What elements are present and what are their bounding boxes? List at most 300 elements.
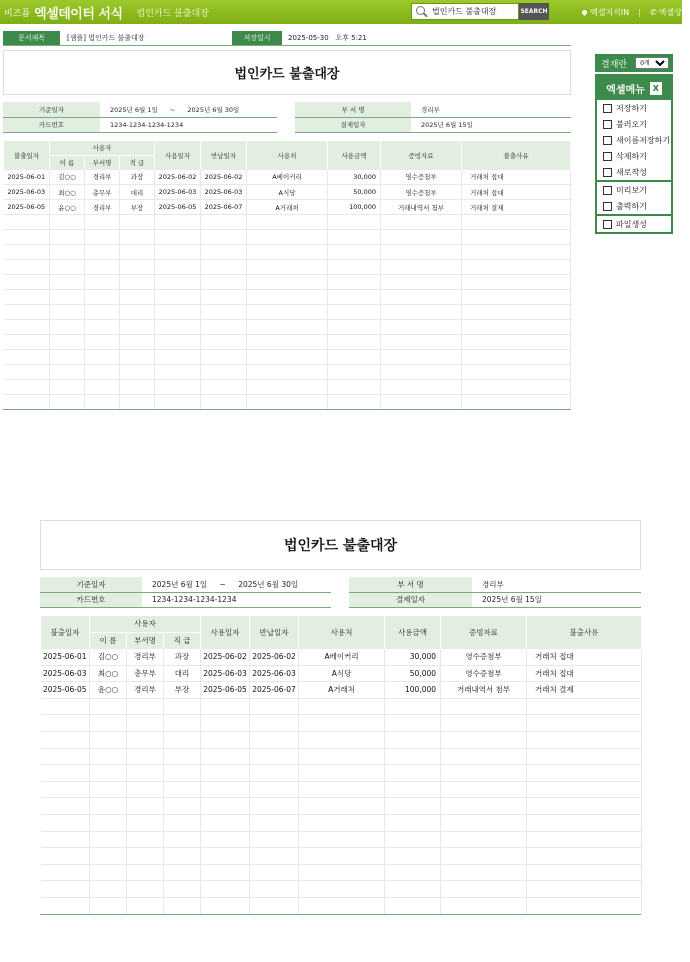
- table-row-empty[interactable]: [41, 715, 642, 732]
- table-row-empty[interactable]: [4, 395, 571, 410]
- table-cell-empty[interactable]: [385, 781, 441, 798]
- table-cell-empty[interactable]: [41, 897, 90, 914]
- table-cell-empty[interactable]: [4, 215, 50, 230]
- table-cell[interactable]: 김○○: [50, 170, 85, 185]
- table-cell[interactable]: 2025-06-02: [201, 170, 247, 185]
- table-cell-empty[interactable]: [155, 275, 201, 290]
- table-cell-empty[interactable]: [299, 897, 385, 914]
- table-cell-empty[interactable]: [85, 365, 120, 380]
- table-cell-empty[interactable]: [250, 781, 299, 798]
- table-cell-empty[interactable]: [299, 814, 385, 831]
- table-cell-empty[interactable]: [381, 275, 462, 290]
- table-cell-empty[interactable]: [385, 731, 441, 748]
- table-cell-empty[interactable]: [441, 715, 527, 732]
- table-cell-empty[interactable]: [381, 215, 462, 230]
- table-cell-empty[interactable]: [328, 245, 381, 260]
- table-cell[interactable]: 대리: [120, 185, 155, 200]
- table-cell-empty[interactable]: [41, 715, 90, 732]
- table-cell-empty[interactable]: [381, 380, 462, 395]
- table-cell-empty[interactable]: [164, 864, 201, 881]
- table-cell-empty[interactable]: [250, 864, 299, 881]
- table-cell-empty[interactable]: [120, 260, 155, 275]
- table-cell-empty[interactable]: [90, 748, 127, 765]
- table-cell-empty[interactable]: [381, 335, 462, 350]
- table-cell-empty[interactable]: [120, 380, 155, 395]
- table-cell-empty[interactable]: [41, 698, 90, 715]
- table-cell-empty[interactable]: [50, 230, 85, 245]
- table-cell[interactable]: 대리: [164, 665, 201, 682]
- table-cell-empty[interactable]: [120, 365, 155, 380]
- table-cell-empty[interactable]: [247, 290, 328, 305]
- table-cell-empty[interactable]: [127, 864, 164, 881]
- table-cell-empty[interactable]: [120, 335, 155, 350]
- table-cell-empty[interactable]: [201, 245, 247, 260]
- table-cell-empty[interactable]: [441, 848, 527, 865]
- table-cell-empty[interactable]: [85, 395, 120, 410]
- table-cell[interactable]: 과장: [120, 170, 155, 185]
- table-cell-empty[interactable]: [4, 245, 50, 260]
- table-cell[interactable]: 최○○: [90, 665, 127, 682]
- table-cell-empty[interactable]: [250, 814, 299, 831]
- table-cell-empty[interactable]: [50, 395, 85, 410]
- table-row-empty[interactable]: [41, 698, 642, 715]
- excel-knowledge-link[interactable]: 엑셀지식IN: [590, 7, 630, 17]
- table-cell-empty[interactable]: [50, 335, 85, 350]
- table-cell-empty[interactable]: [328, 215, 381, 230]
- table-cell[interactable]: 영수증첨부: [441, 649, 527, 666]
- table-cell-empty[interactable]: [90, 848, 127, 865]
- new-button[interactable]: [597, 164, 671, 180]
- table-cell-empty[interactable]: [41, 814, 90, 831]
- table-cell-empty[interactable]: [250, 765, 299, 782]
- table-cell-empty[interactable]: [85, 335, 120, 350]
- table-cell-empty[interactable]: [385, 765, 441, 782]
- table-cell-empty[interactable]: [247, 395, 328, 410]
- table-cell-empty[interactable]: [85, 230, 120, 245]
- table-cell-empty[interactable]: [41, 765, 90, 782]
- table-cell-empty[interactable]: [90, 864, 127, 881]
- table-cell[interactable]: 2025-06-05: [201, 682, 250, 699]
- table-cell-empty[interactable]: [155, 380, 201, 395]
- table-cell[interactable]: 부장: [164, 682, 201, 699]
- excel-consult-link[interactable]: 엑셀상담: [658, 7, 690, 17]
- table-cell[interactable]: 2025-06-07: [250, 682, 299, 699]
- table-cell-empty[interactable]: [462, 365, 571, 380]
- table-cell-empty[interactable]: [299, 781, 385, 798]
- table-row-empty[interactable]: [41, 864, 642, 881]
- table-cell[interactable]: 거래처 접대: [527, 665, 642, 682]
- table-cell-empty[interactable]: [120, 290, 155, 305]
- table-cell[interactable]: 2025-06-03: [201, 665, 250, 682]
- table-cell-empty[interactable]: [4, 395, 50, 410]
- table-cell-empty[interactable]: [328, 260, 381, 275]
- table-cell-empty[interactable]: [328, 275, 381, 290]
- table-cell-empty[interactable]: [164, 781, 201, 798]
- table-row[interactable]: [41, 649, 642, 666]
- table-cell-empty[interactable]: [247, 305, 328, 320]
- table-cell-empty[interactable]: [441, 864, 527, 881]
- load-button[interactable]: [597, 116, 671, 132]
- table-cell-empty[interactable]: [90, 765, 127, 782]
- table-cell-empty[interactable]: [247, 335, 328, 350]
- table-cell[interactable]: 거래내역서 첨부: [381, 200, 462, 215]
- table-cell-empty[interactable]: [441, 814, 527, 831]
- table-cell-empty[interactable]: [50, 245, 85, 260]
- table-row-empty[interactable]: [4, 275, 571, 290]
- table-row-empty[interactable]: [4, 335, 571, 350]
- table-cell-empty[interactable]: [120, 350, 155, 365]
- table-cell-empty[interactable]: [441, 798, 527, 815]
- table-cell[interactable]: 경리부: [127, 649, 164, 666]
- table-cell-empty[interactable]: [201, 350, 247, 365]
- table-cell-empty[interactable]: [385, 698, 441, 715]
- table-cell-empty[interactable]: [527, 731, 642, 748]
- table-cell-empty[interactable]: [250, 798, 299, 815]
- table-cell-empty[interactable]: [441, 731, 527, 748]
- table-cell[interactable]: 거래처 접대: [462, 170, 571, 185]
- table-cell-empty[interactable]: [4, 320, 50, 335]
- table-cell-empty[interactable]: [250, 848, 299, 865]
- table-cell[interactable]: 거래처 결제: [527, 682, 642, 699]
- table-cell-empty[interactable]: [462, 335, 571, 350]
- table-cell-empty[interactable]: [462, 260, 571, 275]
- table-cell-empty[interactable]: [328, 320, 381, 335]
- preview-button[interactable]: [597, 182, 671, 198]
- table-cell-empty[interactable]: [4, 230, 50, 245]
- table-cell-empty[interactable]: [127, 765, 164, 782]
- table-row-empty[interactable]: [41, 814, 642, 831]
- table-cell-empty[interactable]: [462, 305, 571, 320]
- table-cell-empty[interactable]: [462, 380, 571, 395]
- table-cell-empty[interactable]: [299, 881, 385, 898]
- table-cell-empty[interactable]: [385, 897, 441, 914]
- search-input[interactable]: [432, 7, 518, 16]
- table-row-empty[interactable]: [4, 230, 571, 245]
- table-cell-empty[interactable]: [127, 881, 164, 898]
- table-cell-empty[interactable]: [85, 215, 120, 230]
- table-cell-empty[interactable]: [385, 881, 441, 898]
- table-cell-empty[interactable]: [155, 335, 201, 350]
- table-cell-empty[interactable]: [50, 320, 85, 335]
- table-row-empty[interactable]: [41, 798, 642, 815]
- table-cell-empty[interactable]: [247, 350, 328, 365]
- table-cell-empty[interactable]: [155, 350, 201, 365]
- table-cell-empty[interactable]: [201, 814, 250, 831]
- table-cell-empty[interactable]: [155, 395, 201, 410]
- table-cell-empty[interactable]: [155, 290, 201, 305]
- table-cell-empty[interactable]: [250, 731, 299, 748]
- table-cell-empty[interactable]: [385, 864, 441, 881]
- table-cell-empty[interactable]: [328, 335, 381, 350]
- table-cell-empty[interactable]: [250, 698, 299, 715]
- table-cell-empty[interactable]: [4, 290, 50, 305]
- table-cell-empty[interactable]: [201, 305, 247, 320]
- table-cell-empty[interactable]: [299, 798, 385, 815]
- table-cell-empty[interactable]: [462, 275, 571, 290]
- table-cell-empty[interactable]: [127, 748, 164, 765]
- table-cell-empty[interactable]: [120, 320, 155, 335]
- table-cell[interactable]: 거래처 접대: [462, 185, 571, 200]
- table-cell-empty[interactable]: [41, 798, 90, 815]
- table-cell-empty[interactable]: [328, 305, 381, 320]
- table-cell[interactable]: 2025-06-05: [155, 200, 201, 215]
- table-row-empty[interactable]: [41, 748, 642, 765]
- table-row-empty[interactable]: [41, 765, 642, 782]
- table-row[interactable]: [4, 185, 571, 200]
- table-cell-empty[interactable]: [50, 215, 85, 230]
- table-cell-empty[interactable]: [164, 881, 201, 898]
- table-cell-empty[interactable]: [201, 275, 247, 290]
- table-cell-empty[interactable]: [120, 215, 155, 230]
- table-cell-empty[interactable]: [201, 765, 250, 782]
- table-cell-empty[interactable]: [41, 864, 90, 881]
- table-cell-empty[interactable]: [4, 335, 50, 350]
- table-cell-empty[interactable]: [127, 831, 164, 848]
- table-cell[interactable]: 윤○○: [90, 682, 127, 699]
- table-row-empty[interactable]: [41, 897, 642, 914]
- table-cell-empty[interactable]: [299, 765, 385, 782]
- table-cell[interactable]: 2025-06-02: [201, 649, 250, 666]
- table-cell-empty[interactable]: [127, 814, 164, 831]
- table-row-empty[interactable]: [4, 380, 571, 395]
- table-cell-empty[interactable]: [462, 290, 571, 305]
- table-cell[interactable]: 거래처 결제: [462, 200, 571, 215]
- table-cell-empty[interactable]: [250, 715, 299, 732]
- table-cell[interactable]: A거래처: [299, 682, 385, 699]
- table-cell-empty[interactable]: [441, 881, 527, 898]
- table-cell[interactable]: 거래내역서 첨부: [441, 682, 527, 699]
- table-cell-empty[interactable]: [247, 320, 328, 335]
- table-cell-empty[interactable]: [127, 781, 164, 798]
- table-cell-empty[interactable]: [527, 814, 642, 831]
- table-cell-empty[interactable]: [462, 245, 571, 260]
- table-cell-empty[interactable]: [201, 848, 250, 865]
- table-cell-empty[interactable]: [85, 380, 120, 395]
- table-cell-empty[interactable]: [381, 365, 462, 380]
- table-cell-empty[interactable]: [527, 781, 642, 798]
- table-cell-empty[interactable]: [90, 831, 127, 848]
- table-cell-empty[interactable]: [127, 897, 164, 914]
- table-cell-empty[interactable]: [164, 798, 201, 815]
- table-cell-empty[interactable]: [385, 831, 441, 848]
- table-cell-empty[interactable]: [90, 814, 127, 831]
- table-cell-empty[interactable]: [462, 320, 571, 335]
- table-cell-empty[interactable]: [50, 365, 85, 380]
- table-cell[interactable]: 2025-06-07: [201, 200, 247, 215]
- table-cell-empty[interactable]: [155, 230, 201, 245]
- table-cell-empty[interactable]: [120, 395, 155, 410]
- table-row[interactable]: [41, 682, 642, 699]
- save-as-button[interactable]: [597, 132, 671, 148]
- table-cell[interactable]: 2025-06-02: [250, 649, 299, 666]
- table-cell-empty[interactable]: [247, 215, 328, 230]
- table-cell-empty[interactable]: [4, 260, 50, 275]
- table-cell[interactable]: 영수증첨부: [441, 665, 527, 682]
- table-cell-empty[interactable]: [381, 350, 462, 365]
- table-cell-empty[interactable]: [201, 864, 250, 881]
- table-cell-empty[interactable]: [527, 864, 642, 881]
- table-cell-empty[interactable]: [385, 798, 441, 815]
- table-cell[interactable]: 총무부: [127, 665, 164, 682]
- table-cell-empty[interactable]: [385, 748, 441, 765]
- table-cell-empty[interactable]: [462, 215, 571, 230]
- table-cell-empty[interactable]: [527, 848, 642, 865]
- table-cell[interactable]: 30,000: [328, 170, 381, 185]
- approval-select[interactable]: [635, 57, 669, 69]
- table-cell-empty[interactable]: [381, 260, 462, 275]
- table-cell-empty[interactable]: [328, 290, 381, 305]
- table-cell-empty[interactable]: [85, 290, 120, 305]
- table-cell-empty[interactable]: [201, 260, 247, 275]
- table-cell-empty[interactable]: [127, 731, 164, 748]
- delete-button[interactable]: [597, 148, 671, 164]
- table-row-empty[interactable]: [4, 350, 571, 365]
- table-cell-empty[interactable]: [247, 245, 328, 260]
- table-cell-empty[interactable]: [462, 230, 571, 245]
- table-cell-empty[interactable]: [201, 715, 250, 732]
- table-cell-empty[interactable]: [381, 305, 462, 320]
- table-cell-empty[interactable]: [250, 831, 299, 848]
- table-cell-empty[interactable]: [381, 290, 462, 305]
- table-cell-empty[interactable]: [120, 275, 155, 290]
- table-cell-empty[interactable]: [120, 230, 155, 245]
- table-cell-empty[interactable]: [381, 230, 462, 245]
- table-cell-empty[interactable]: [201, 748, 250, 765]
- table-cell-empty[interactable]: [299, 831, 385, 848]
- table-cell[interactable]: 2025-06-03: [4, 185, 50, 200]
- table-cell-empty[interactable]: [155, 215, 201, 230]
- table-cell-empty[interactable]: [328, 230, 381, 245]
- table-cell[interactable]: 2025-06-05: [41, 682, 90, 699]
- table-cell[interactable]: A베이커리: [299, 649, 385, 666]
- table-cell[interactable]: A식당: [299, 665, 385, 682]
- save-button[interactable]: [597, 100, 671, 116]
- table-cell-empty[interactable]: [250, 748, 299, 765]
- table-cell[interactable]: A베이커리: [247, 170, 328, 185]
- table-cell-empty[interactable]: [462, 350, 571, 365]
- table-cell-empty[interactable]: [299, 715, 385, 732]
- table-cell-empty[interactable]: [441, 698, 527, 715]
- table-cell-empty[interactable]: [247, 365, 328, 380]
- table-cell-empty[interactable]: [41, 748, 90, 765]
- table-cell-empty[interactable]: [527, 698, 642, 715]
- table-cell-empty[interactable]: [4, 275, 50, 290]
- table-cell-empty[interactable]: [164, 698, 201, 715]
- table-cell-empty[interactable]: [201, 395, 247, 410]
- table-cell-empty[interactable]: [381, 245, 462, 260]
- search-button[interactable]: SEARCH: [519, 3, 549, 20]
- table-cell-empty[interactable]: [120, 305, 155, 320]
- table-cell-empty[interactable]: [441, 831, 527, 848]
- table-cell-empty[interactable]: [527, 831, 642, 848]
- table-cell[interactable]: 2025-06-03: [41, 665, 90, 682]
- table-cell-empty[interactable]: [328, 380, 381, 395]
- table-cell-empty[interactable]: [247, 260, 328, 275]
- table-cell-empty[interactable]: [85, 320, 120, 335]
- table-cell-empty[interactable]: [50, 290, 85, 305]
- table-cell-empty[interactable]: [85, 275, 120, 290]
- table-cell[interactable]: 경리부: [127, 682, 164, 699]
- table-cell-empty[interactable]: [155, 365, 201, 380]
- table-cell-empty[interactable]: [41, 781, 90, 798]
- table-cell-empty[interactable]: [50, 380, 85, 395]
- table-cell[interactable]: 과장: [164, 649, 201, 666]
- table-cell-empty[interactable]: [441, 897, 527, 914]
- table-cell-empty[interactable]: [90, 731, 127, 748]
- table-cell-empty[interactable]: [4, 365, 50, 380]
- table-cell-empty[interactable]: [155, 305, 201, 320]
- table-cell-empty[interactable]: [328, 365, 381, 380]
- table-cell-empty[interactable]: [50, 305, 85, 320]
- table-cell-empty[interactable]: [127, 715, 164, 732]
- table-cell-empty[interactable]: [247, 275, 328, 290]
- table-cell[interactable]: 최○○: [50, 185, 85, 200]
- table-cell-empty[interactable]: [164, 748, 201, 765]
- table-cell-empty[interactable]: [120, 245, 155, 260]
- table-cell-empty[interactable]: [127, 848, 164, 865]
- table-cell-empty[interactable]: [328, 395, 381, 410]
- table-cell-empty[interactable]: [41, 848, 90, 865]
- table-cell-empty[interactable]: [247, 380, 328, 395]
- brand-title[interactable]: 엑셀데이터 서식: [34, 6, 123, 22]
- table-cell-empty[interactable]: [201, 365, 247, 380]
- table-cell-empty[interactable]: [441, 765, 527, 782]
- table-cell[interactable]: A거래처: [247, 200, 328, 215]
- table-row-empty[interactable]: [41, 831, 642, 848]
- table-cell-empty[interactable]: [4, 305, 50, 320]
- table-cell-empty[interactable]: [250, 897, 299, 914]
- table-row-empty[interactable]: [4, 215, 571, 230]
- table-cell-empty[interactable]: [85, 350, 120, 365]
- table-cell-empty[interactable]: [164, 731, 201, 748]
- table-cell[interactable]: 거래처 접대: [527, 649, 642, 666]
- table-cell-empty[interactable]: [201, 831, 250, 848]
- table-cell[interactable]: 김○○: [90, 649, 127, 666]
- table-cell[interactable]: 경리부: [85, 170, 120, 185]
- table-cell-empty[interactable]: [527, 897, 642, 914]
- table-cell-empty[interactable]: [201, 881, 250, 898]
- table-cell-empty[interactable]: [164, 831, 201, 848]
- table-cell[interactable]: 2025-06-03: [155, 185, 201, 200]
- table-cell-empty[interactable]: [90, 715, 127, 732]
- table-cell-empty[interactable]: [164, 715, 201, 732]
- table-cell-empty[interactable]: [201, 698, 250, 715]
- table-cell-empty[interactable]: [201, 731, 250, 748]
- table-cell-empty[interactable]: [385, 848, 441, 865]
- table-cell-empty[interactable]: [164, 848, 201, 865]
- table-row-empty[interactable]: [4, 320, 571, 335]
- table-cell-empty[interactable]: [164, 814, 201, 831]
- table-cell[interactable]: 2025-06-01: [4, 170, 50, 185]
- table-cell-empty[interactable]: [299, 731, 385, 748]
- table-cell[interactable]: 50,000: [328, 185, 381, 200]
- table-cell[interactable]: 부장: [120, 200, 155, 215]
- table-cell-empty[interactable]: [50, 260, 85, 275]
- table-cell-empty[interactable]: [328, 350, 381, 365]
- table-cell-empty[interactable]: [441, 748, 527, 765]
- table-row[interactable]: [41, 665, 642, 682]
- table-cell-empty[interactable]: [50, 275, 85, 290]
- table-row-empty[interactable]: [41, 848, 642, 865]
- table-cell-empty[interactable]: [164, 897, 201, 914]
- table-row-empty[interactable]: [4, 290, 571, 305]
- table-cell[interactable]: 윤○○: [50, 200, 85, 215]
- table-cell-empty[interactable]: [41, 731, 90, 748]
- table-cell[interactable]: 100,000: [328, 200, 381, 215]
- table-cell-empty[interactable]: [127, 798, 164, 815]
- table-cell-empty[interactable]: [201, 781, 250, 798]
- table-cell-empty[interactable]: [41, 881, 90, 898]
